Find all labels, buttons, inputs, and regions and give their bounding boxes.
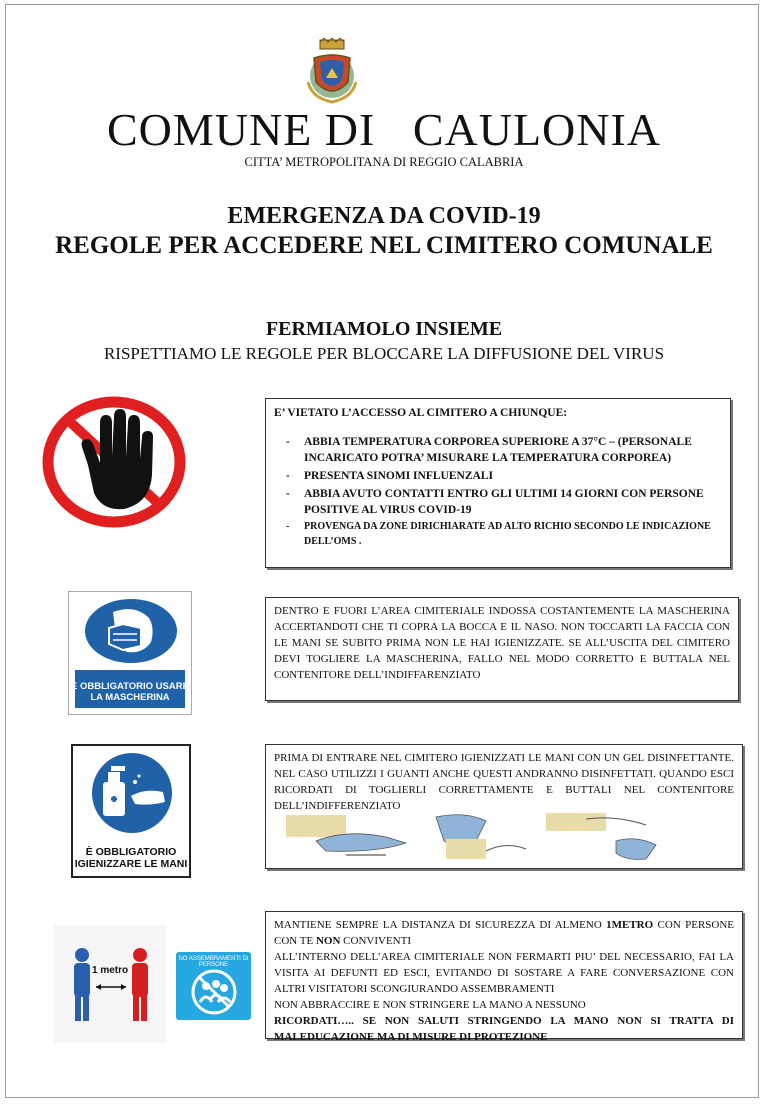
hands-rules-box (265, 744, 743, 869)
mask-text: DENTRO E FUORI L’AREA CIMITERIALE INDOSSA COSTANTEMENTE LA MASCHERINA ACCERTANDOTI CHE TI COPRA LA BOCCA E IL NASO. NON TOCCARTI LA FACCIA CON LE MANI SE SUBITO PRIMA NON LE HAI IGIENIZZATE. SE ALL’USCITA DEL CIMITERO DEVI TOGLIERE LA MASCHERINA, FALLO NEL MODO CORRETTO E BUTTALA NEL CONTENITORE DELL’INDIFFARENZIATO (274, 605, 730, 681)
people-distance-icon (54, 925, 166, 1043)
list-item: - ABBIA AVUTO CONTATTI ENTRO GLI ULTIMI 14 GIORNI CON PERSONE POSITIVE AL VIRUS COVID-19 (292, 486, 722, 519)
distance-text-2: ALL’INTERNO DELL’AREA CIMITERIALE NON FERMARTI PIU’ DEL NECESSARIO, FAI LA VISITA AI DEFUNTI ED ESCI, EVITANDO DI SOSTARE A FARE CONVERSAZIONE CON ALTRI VISITATORI SCONGIURANDO ASSEMBRAMENTI (274, 950, 734, 995)
stop-hand-icon (40, 395, 188, 529)
access-lead: E’ VIETATO L’ACCESSO AL CIMITERO A CHIUNQUE: (274, 407, 568, 419)
access-list (274, 434, 722, 549)
list-item: - PRESENTA SINOMI INFLUENZALI (292, 468, 722, 485)
distance-text-1d: NON (315, 934, 341, 947)
distance-label: 1 metro (92, 965, 129, 976)
list-item: - PROVENGA DA ZONE DIRICHIARATE AD ALTO RICHIO SECONDO LE INDICAZIONE DELL’OMS . (292, 520, 722, 549)
page-title: COMUNE DI CAULONIA (106, 104, 662, 155)
stop-heading: FERMIAMOLO INSIEME (265, 318, 503, 340)
municipal-crest-icon (302, 38, 362, 106)
mask-sign-text: È OBBLIGATORIO USARE LA MASCHERINA (71, 681, 189, 704)
face-mask-icon (83, 598, 179, 664)
distance-text-3: NON ABBRACCIRE E NON STRINGERE LA MANO A NESSUNO (274, 998, 586, 1011)
mask-sign (68, 591, 192, 715)
hands-text: PRIMA DI ENTRARE NEL CIMITERO IGIENIZZATI LE MANI CON UN GEL DISINFETTANTE. NEL CASO UTILIZZI I GUANTI ANCHE QUESTI ANDRANNO DISINFETTATI. QUANDO ESCI RICORDATI DI TOGLIERLI CORRETTAMENTE E BUTTALI NEL CONTENITORE DELL’INDIFFERENZIATO (274, 752, 734, 812)
respect-heading: RISPETTIAMO LE REGOLE PER BLOCCARE LA DIFFUSIONE DEL VIRUS (103, 344, 665, 363)
hand-hygiene-sign (71, 744, 191, 878)
distance-illustration (54, 925, 166, 1043)
distance-text-1e: CONVIVENTI (340, 934, 411, 947)
no-assembly-text: NO ASSEMBRAMENTI DI PERSONE (178, 956, 249, 969)
distance-text-1 (274, 918, 734, 950)
sanitizer-hand-icon (89, 752, 175, 834)
glove-removal-steps-icon (286, 811, 726, 865)
distance-text-4: RICORDATI….. SE NON SALUTI STRINGENDO LA MANO NON SI TRATTA DI MALEDUCAZIONE MA DI MISURE DI PROTEZIONE (274, 1014, 734, 1043)
hand-sign-text: È OBBLIGATORIO IGIENIZZARE LE MANI (74, 845, 188, 870)
page-subtitle: CITTA’ METROPOLITANA DI REGGIO CALABRIA (244, 155, 524, 169)
distance-text-1b: 1METRO (606, 919, 654, 931)
no-crowd-icon (190, 968, 238, 1016)
distance-text-1c: CON PERSONE CON TE (274, 919, 735, 947)
emergency-heading: EMERGENZA DA COVID-19 (227, 203, 541, 229)
distance-rules-box (265, 911, 743, 1043)
no-assembly-sign (176, 952, 251, 1020)
rules-heading: REGOLE PER ACCEDERE NEL CIMITERO COMUNALE (55, 232, 713, 259)
distance-text-1a: MANTIENE SEMPRE LA DISTANZA DI SICUREZZA DI ALMENO (274, 919, 607, 931)
access-rules-box (265, 398, 731, 568)
mask-rules-box (265, 597, 739, 701)
list-item: - ABBIA TEMPERATURA CORPOREA SUPERIORE A 37°C – (PERSONALE INCARICATO POTRA’ MISURARE LA TEMPERATURA CORPOREA) (292, 434, 722, 467)
